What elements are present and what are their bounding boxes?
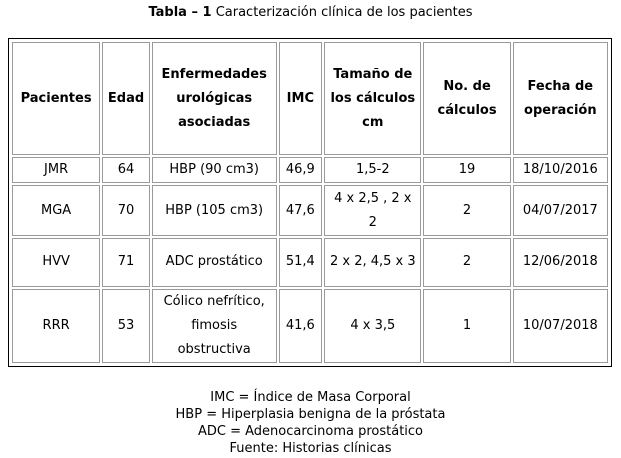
table-cell: 71 (102, 238, 150, 287)
table-row (12, 238, 608, 287)
header-cell: Enfermedades urológicas asociadas (152, 42, 277, 155)
table-row (12, 289, 608, 363)
table-cell: 51,4 (279, 238, 323, 287)
table-cell: 12/06/2018 (513, 238, 608, 287)
table-cell: Cólico nefrítico, fimosis obstructiva (152, 289, 277, 363)
table-cell: RRR (12, 289, 100, 363)
header-cell: Edad (102, 42, 150, 155)
note-line: IMC = Índice de Masa Corporal (210, 390, 411, 405)
table-cell: 1,5-2 (324, 157, 421, 183)
table-header-row (12, 42, 608, 155)
table-cell: HVV (12, 238, 100, 287)
table-cell: 4 x 2,5 , 2 x 2 (324, 185, 421, 235)
table-cell: 41,6 (279, 289, 323, 363)
table-cell: HBP (90 cm3) (152, 157, 277, 183)
table-cell: 2 x 2, 4,5 x 3 (324, 238, 421, 287)
patients-table (10, 40, 610, 365)
header-cell: No. de cálculos (423, 42, 510, 155)
table-row (12, 157, 608, 183)
table-cell: 46,9 (279, 157, 323, 183)
table-cell: 04/07/2017 (513, 185, 608, 235)
table-cell: 1 (423, 289, 510, 363)
note-line: Fuente: Historias clínicas (229, 441, 392, 456)
table-cell: 47,6 (279, 185, 323, 235)
table-cell: 70 (102, 185, 150, 235)
table-cell: 19 (423, 157, 510, 183)
table-cell: 2 (423, 185, 510, 235)
table-cell: 10/07/2018 (513, 289, 608, 363)
table-cell: ADC prostático (152, 238, 277, 287)
caption-text: Caracterización clínica de los pacientes (215, 5, 473, 20)
table-cell: 53 (102, 289, 150, 363)
table-cell: 64 (102, 157, 150, 183)
header-cell: IMC (279, 42, 323, 155)
table-cell: 2 (423, 238, 510, 287)
header-cell: Fecha de operación (513, 42, 608, 155)
caption-prefix: Tabla – 1 (148, 5, 212, 20)
table-cell: 18/10/2016 (513, 157, 608, 183)
table-cell: HBP (105 cm3) (152, 185, 277, 235)
table-row (12, 185, 608, 235)
table-caption (0, 4, 621, 22)
header-cell: Pacientes (12, 42, 100, 155)
table-notes (0, 389, 621, 457)
note-line: ADC = Adenocarcinoma prostático (197, 424, 424, 439)
header-cell: Tamaño de los cálculos cm (324, 42, 421, 155)
table-frame (8, 38, 612, 367)
note-line: HBP = Hiperplasia benigna de la próstata (175, 407, 446, 422)
table-cell: JMR (12, 157, 100, 183)
table-cell: MGA (12, 185, 100, 235)
table-cell: 4 x 3,5 (324, 289, 421, 363)
